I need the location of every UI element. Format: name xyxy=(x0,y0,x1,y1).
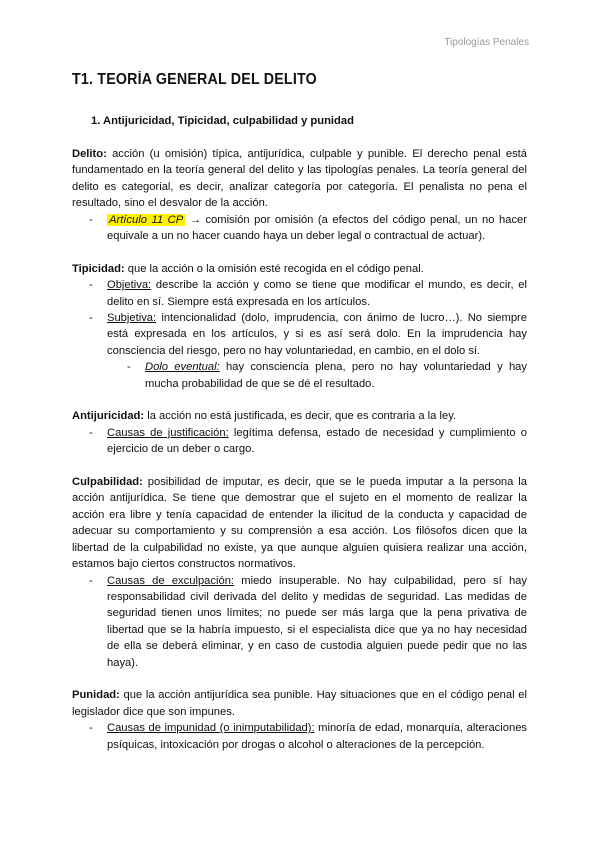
bullet-dash: - xyxy=(89,722,93,735)
justificacion-text: legítima defensa, estado de necesidad y cumplimiento o ejercicio de un deber o cargo. xyxy=(107,426,527,456)
delito-term: Delito: xyxy=(72,148,107,160)
delito-item xyxy=(72,212,527,245)
bullet-dash: - xyxy=(89,426,93,439)
impunidad-text: minoría de edad, monarquía, alteraciones psíquicas, intoxicación por drogas o alcohol o alteraciones de la percepción. xyxy=(107,722,528,751)
delito-text: acción (u omisión) típica, antijurídica, culpable y punible. El derecho penal está fundamentado en la teoría general del delito y las tipologías penales. La teoría general del delito es categorial, es decir, analizar categoría por categoría. El penalista no pena el resultado, sino el desvalor de la acción. xyxy=(72,148,527,210)
dolo-text: hay consciencia plena, pero no hay voluntariedad y hay mucha probabilidad de que se dé el resultado. xyxy=(145,361,527,390)
objetiva-label: Objetiva: xyxy=(107,279,152,292)
bullet-dash: - xyxy=(89,213,93,226)
tipicidad-item-subjetiva xyxy=(72,310,527,359)
document-title: T1. TEORÍA GENERAL DEL DELITO xyxy=(72,71,317,88)
culpabilidad-term: Culpabilidad: xyxy=(72,476,143,489)
section-heading: 1. Antijuricidad, Tipicidad, culpabilidad y punidad xyxy=(91,115,354,127)
delito-paragraph xyxy=(72,146,527,212)
tipicidad-text: que la acción o la omisión esté recogida en el código penal. xyxy=(124,262,424,275)
antijuricidad-item xyxy=(72,425,527,458)
justificacion-label: Causas de justificación: xyxy=(107,426,229,439)
tipicidad-paragraph xyxy=(72,261,527,277)
exculpacion-label: Causas de exculpación: xyxy=(107,574,235,587)
antijuricidad-term: Antijuricidad: xyxy=(72,410,145,423)
subjetiva-label: Subjetiva: xyxy=(107,312,157,325)
culpabilidad-text: posibilidad de imputar, es decir, que se le pueda imputar a la persona la acción antijurídica. Se tiene que demostrar que el sujeto en el momento de realizar la acción era libre y tenía capacidad de entender la ilicitud de la conducta y capacidad de adecuar su comportamiento y su comprensión a esa acción. Los filósofos dicen que la libertad de la culpabilidad no existe, ya que aunque alguien quisiera realizar una acción, estamos bajo ciertos constructos normativos. xyxy=(72,476,527,571)
subjetiva-text: intencionalidad (dolo, imprudencia, con ánimo de lucro…). No siempre está expresada en los artículos, y si es así será dolo. En la imprudencia hay consciencia del riesgo, pero no hay voluntariedad, en cambio, en el dolo sí. xyxy=(107,312,527,357)
bullet-dash: - xyxy=(89,279,93,292)
delito-item-text: → comisión por omisión (a efectos del código penal, un no hacer equivale a un no hacer cuando haya un deber legal o contractual de actuar). xyxy=(107,213,527,243)
article-highlight: Artículo 11 CP xyxy=(109,213,184,226)
punidad-item xyxy=(72,720,527,753)
running-header: Tipologías Penales xyxy=(444,37,529,48)
bullet-dash: - xyxy=(127,361,131,374)
punidad-term: Punidad: xyxy=(72,689,120,702)
bullet-dash: - xyxy=(89,312,93,325)
culpabilidad-paragraph xyxy=(72,474,527,572)
tipicidad-subitem-dolo xyxy=(72,359,527,392)
antijuricidad-text: la acción no está justificada, es decir, que es contraria a la ley. xyxy=(144,410,457,423)
exculpacion-text: miedo insuperable. No hay culpabilidad, pero sí hay responsabilidad civil derivada del delito y medidas de seguridad. Las medidas de seguridad tienen unos límites; no puede ser más larga que la pena privativa de libertad que se la habría impuesto, si el especialista dice que ya no hay necesidad de ella se deberá eliminar, y en caso de custodia alguien puede pedir que no las haya). xyxy=(107,574,527,669)
tipicidad-term: Tipicidad: xyxy=(72,262,125,275)
document-body xyxy=(72,146,527,753)
dolo-label: Dolo eventual: xyxy=(145,361,220,374)
punidad-text: que la acción antijurídica sea punible. Hay situaciones que en el código penal el legislador dice que son impunes. xyxy=(72,689,527,718)
objetiva-text: describe la acción y como se tiene que modificar el mundo, es decir, el delito en sí. Siempre está expresada en los artículos. xyxy=(107,279,527,308)
punidad-paragraph xyxy=(72,687,527,720)
culpabilidad-item xyxy=(72,573,527,671)
antijuricidad-paragraph xyxy=(72,408,527,424)
tipicidad-item-objetiva xyxy=(72,277,527,310)
impunidad-label: Causas de impunidad (o inimputabilidad): xyxy=(107,722,315,735)
bullet-dash: - xyxy=(89,574,93,587)
